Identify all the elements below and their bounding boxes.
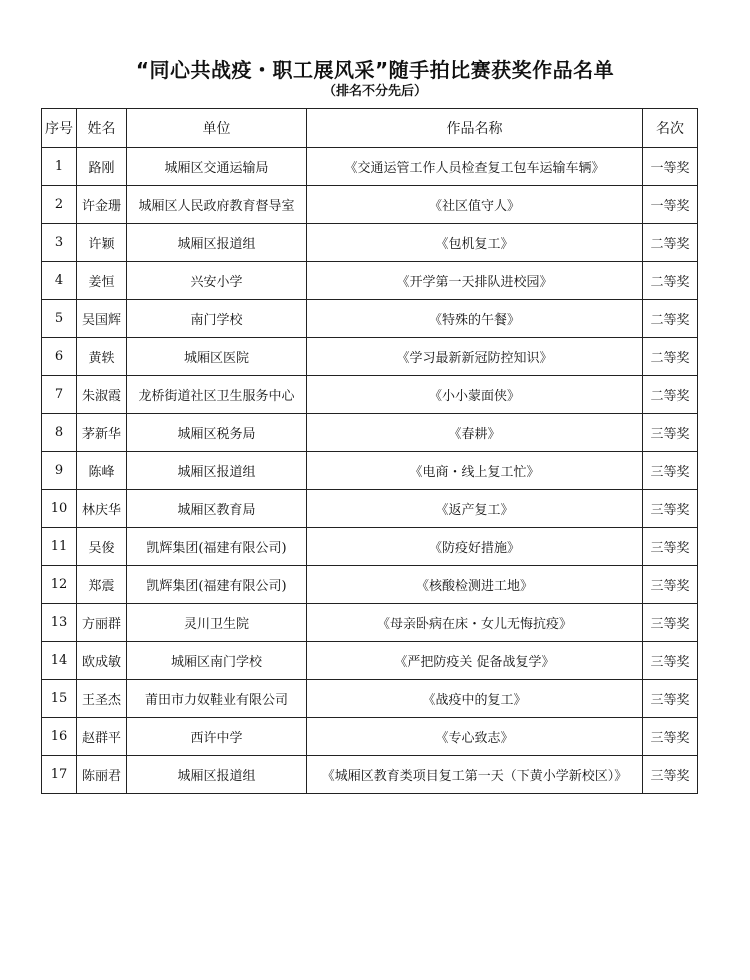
cell-no: 9	[42, 452, 77, 490]
cell-rank: 三等奖	[643, 604, 698, 642]
cell-rank: 三等奖	[643, 566, 698, 604]
cell-rank: 三等奖	[643, 490, 698, 528]
cell-name: 黄轶	[77, 338, 127, 376]
award-list-table	[41, 108, 698, 794]
cell-unit: 城厢区税务局	[127, 414, 307, 452]
cell-work: 《学习最新新冠防控知识》	[307, 338, 643, 376]
cell-no: 12	[42, 566, 77, 604]
table-row	[42, 300, 698, 338]
cell-rank: 三等奖	[643, 718, 698, 756]
cell-work: 《城厢区教育类项目复工第一天（下黄小学新校区）》	[307, 756, 643, 794]
cell-no: 11	[42, 528, 77, 566]
table-row	[42, 566, 698, 604]
document-subtitle: （排名不分先后）	[322, 84, 427, 99]
cell-unit: 龙桥街道社区卫生服务中心	[127, 376, 307, 414]
cell-rank: 二等奖	[643, 376, 698, 414]
header-rank: 名次	[643, 109, 698, 148]
table-row	[42, 262, 698, 300]
cell-work: 《社区值守人》	[307, 186, 643, 224]
cell-no: 13	[42, 604, 77, 642]
cell-work: 《防疫好措施》	[307, 528, 643, 566]
cell-work: 《特殊的午餐》	[307, 300, 643, 338]
table-row	[42, 642, 698, 680]
cell-name: 方丽群	[77, 604, 127, 642]
header-name: 姓名	[77, 109, 127, 148]
cell-name: 许颖	[77, 224, 127, 262]
table-row	[42, 756, 698, 794]
cell-unit: 城厢区医院	[127, 338, 307, 376]
cell-no: 14	[42, 642, 77, 680]
table-header-row	[42, 109, 698, 148]
table-row	[42, 414, 698, 452]
cell-work: 《返产复工》	[307, 490, 643, 528]
cell-name: 陈丽君	[77, 756, 127, 794]
table-body	[42, 148, 698, 794]
cell-rank: 三等奖	[643, 452, 698, 490]
table-row	[42, 376, 698, 414]
cell-rank: 二等奖	[643, 224, 698, 262]
cell-name: 陈峰	[77, 452, 127, 490]
cell-no: 3	[42, 224, 77, 262]
table-row	[42, 338, 698, 376]
cell-unit: 西许中学	[127, 718, 307, 756]
cell-unit: 凯辉集团(福建有限公司)	[127, 566, 307, 604]
cell-work: 《春耕》	[307, 414, 643, 452]
cell-unit: 灵川卫生院	[127, 604, 307, 642]
table-row	[42, 186, 698, 224]
cell-work: 《母亲卧病在床・女儿无悔抗疫》	[307, 604, 643, 642]
cell-unit: 城厢区报道组	[127, 756, 307, 794]
header-work: 作品名称	[307, 109, 643, 148]
cell-unit: 南门学校	[127, 300, 307, 338]
cell-work: 《核酸检测进工地》	[307, 566, 643, 604]
cell-work: 《电商・线上复工忙》	[307, 452, 643, 490]
cell-unit: 城厢区人民政府教育督导室	[127, 186, 307, 224]
table-row	[42, 452, 698, 490]
cell-rank: 三等奖	[643, 528, 698, 566]
cell-rank: 三等奖	[643, 680, 698, 718]
cell-name: 茅新华	[77, 414, 127, 452]
cell-no: 7	[42, 376, 77, 414]
table-row	[42, 528, 698, 566]
cell-no: 6	[42, 338, 77, 376]
table-row	[42, 718, 698, 756]
table-row	[42, 148, 698, 186]
cell-work: 《开学第一天排队进校园》	[307, 262, 643, 300]
cell-name: 吴俊	[77, 528, 127, 566]
cell-no: 5	[42, 300, 77, 338]
cell-no: 15	[42, 680, 77, 718]
cell-rank: 二等奖	[643, 338, 698, 376]
table-row	[42, 224, 698, 262]
header-no: 序号	[42, 109, 77, 148]
cell-unit: 城厢区交通运输局	[127, 148, 307, 186]
cell-work: 《小小蒙面侠》	[307, 376, 643, 414]
cell-name: 赵群平	[77, 718, 127, 756]
cell-no: 1	[42, 148, 77, 186]
cell-unit: 莆田市力奴鞋业有限公司	[127, 680, 307, 718]
cell-name: 路刚	[77, 148, 127, 186]
cell-work: 《交通运管工作人员检查复工包车运输车辆》	[307, 148, 643, 186]
cell-name: 朱淑霞	[77, 376, 127, 414]
cell-rank: 三等奖	[643, 756, 698, 794]
table-row	[42, 490, 698, 528]
cell-name: 吴国辉	[77, 300, 127, 338]
cell-name: 欧成敏	[77, 642, 127, 680]
cell-unit: 城厢区教育局	[127, 490, 307, 528]
cell-name: 林庆华	[77, 490, 127, 528]
cell-unit: 城厢区报道组	[127, 452, 307, 490]
cell-unit: 城厢区南门学校	[127, 642, 307, 680]
cell-no: 8	[42, 414, 77, 452]
document-title: “同心共战疫・职工展风采”随手拍比赛获奖作品名单	[135, 58, 615, 82]
cell-no: 16	[42, 718, 77, 756]
cell-work: 《专心致志》	[307, 718, 643, 756]
cell-unit: 凯辉集团(福建有限公司)	[127, 528, 307, 566]
cell-rank: 三等奖	[643, 414, 698, 452]
cell-name: 许金珊	[77, 186, 127, 224]
cell-unit: 城厢区报道组	[127, 224, 307, 262]
cell-no: 4	[42, 262, 77, 300]
cell-work: 《包机复工》	[307, 224, 643, 262]
table-row	[42, 604, 698, 642]
cell-rank: 二等奖	[643, 262, 698, 300]
table-row	[42, 680, 698, 718]
cell-unit: 兴安小学	[127, 262, 307, 300]
cell-no: 2	[42, 186, 77, 224]
cell-name: 郑震	[77, 566, 127, 604]
cell-name: 姜恒	[77, 262, 127, 300]
cell-name: 王圣杰	[77, 680, 127, 718]
cell-rank: 三等奖	[643, 642, 698, 680]
cell-no: 17	[42, 756, 77, 794]
cell-work: 《严把防疫关 促备战复学》	[307, 642, 643, 680]
cell-no: 10	[42, 490, 77, 528]
cell-rank: 一等奖	[643, 186, 698, 224]
header-unit: 单位	[127, 109, 307, 148]
cell-rank: 一等奖	[643, 148, 698, 186]
cell-work: 《战疫中的复工》	[307, 680, 643, 718]
cell-rank: 二等奖	[643, 300, 698, 338]
